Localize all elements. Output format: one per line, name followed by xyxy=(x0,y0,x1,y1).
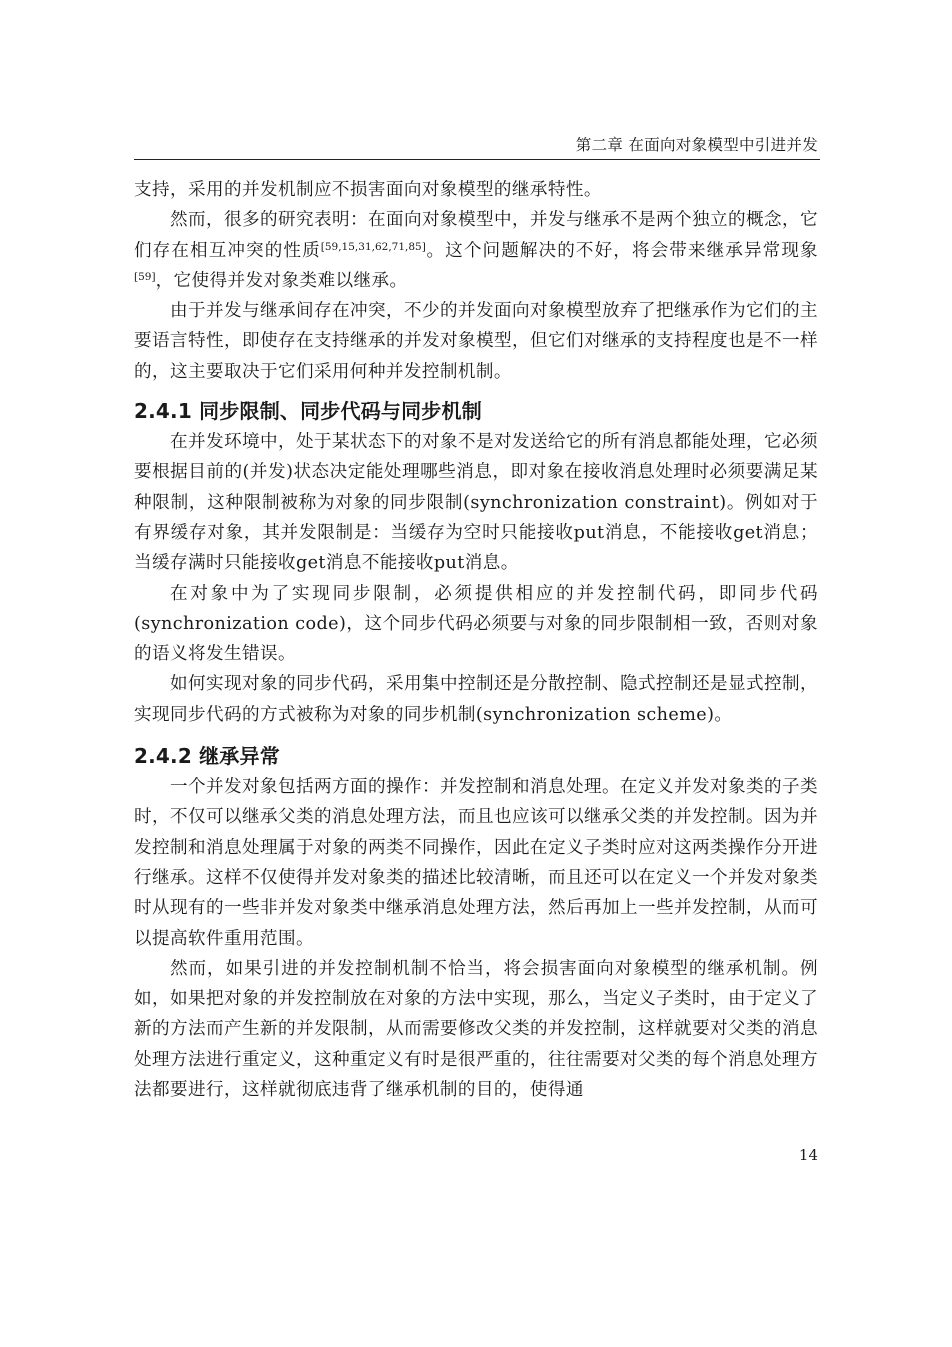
paragraph-continuation: 支持，采用的并发机制应不损害面向对象模型的继承特性。 xyxy=(134,180,602,200)
paragraph-synchronization-scheme: 如何实现对象的同步代码，采用集中控制还是分散控制、隐式控制还是显式控制，实现同步代码的方式被称为对象的同步机制(synchronization scheme)。 xyxy=(134,674,818,725)
paragraph-concurrency-inheritance-conflict xyxy=(134,205,818,296)
page-number: 14 xyxy=(798,1146,818,1164)
paragraph-synchronization-code: 在对象中为了实现同步限制，必须提供相应的并发控制代码，即同步代码(synchronization code)，这个同步代码必须要与对象的同步限制相一致，否则对象的语义将发生错误。 xyxy=(134,583,818,665)
page-body xyxy=(134,175,818,1105)
paragraph-models-abandon-inheritance: 由于并发与继承间存在冲突，不少的并发面向对象模型放弃了把继承作为它们的主要语言特性，即使存在支持继承的并发对象模型，但它们对继承的支持程度也是不一样的，这主要取决于它们采用何种并发控制机制。 xyxy=(134,301,818,382)
running-header: 第二章 在面向对象模型中引进并发 xyxy=(575,136,818,154)
paragraph-text: ，它使得并发对象类难以继承。 xyxy=(155,270,408,291)
citation: [59,15,31,62,71,85] xyxy=(320,240,426,253)
header-rule xyxy=(134,159,820,160)
citation: [59] xyxy=(134,270,156,283)
paragraph-concurrent-object-operations: 一个并发对象包括两方面的操作：并发控制和消息处理。在定义并发对象类的子类时，不仅可以继承父类的消息处理方法，而且也应该可以继承父类的并发控制。因为并发控制和消息处理属于对象的两类不同操作，因此在定义子类时应对这两类操作分开进行继承。这样不仅使得并发对象类的描述比较清晰，而且还可以在定义一个并发对象类时从现有的一些非并发对象类中继承消息处理方法，然后再加上一些并发控制，从而可以提高软件重用范围。 xyxy=(134,777,818,949)
paragraph-inheritance-anomaly: 然而，如果引进的并发控制机制不恰当，将会损害面向对象模型的继承机制。例如，如果把对象的并发控制放在对象的方法中实现，那么，当定义子类时，由于定义了新的方法而产生新的并发限制，从而需要修改父类的并发控制，这样就要对父类的消息处理方法进行重定义，这种重定义有时是很严重的，往往需要对父类的每个消息处理方法都要进行，这样就彻底违背了继承机制的目的，使得通 xyxy=(134,958,818,1101)
paragraph-synchronization-constraint: 在并发环境中，处于某状态下的对象不是对发送给它的所有消息都能处理，它必须要根据目前的(并发)状态决定能处理哪些消息，即对象在接收消息处理时必须要满足某种限制，这种限制被称为对象的同步限制(synchronization constraint)。例如对于有界缓存对象，其并发限制是：当缓存为空时只能接收put消息，不能接收get消息；当缓存满时只能接收get消息不能接收put消息。 xyxy=(134,432,818,574)
paragraph-text: 。这个问题解决的不好，将会带来继承异常现象 xyxy=(425,240,818,261)
paragraph-text: 然而，很多的研究表明：在面向对象模型中，并发与继承不是两个独立的概念，它们存在相互冲突的性质 xyxy=(134,210,818,261)
section-heading-2-4-2: 2.4.2 继承异常 xyxy=(134,744,280,769)
section-heading-2-4-1: 2.4.1 同步限制、同步代码与同步机制 xyxy=(134,399,482,424)
